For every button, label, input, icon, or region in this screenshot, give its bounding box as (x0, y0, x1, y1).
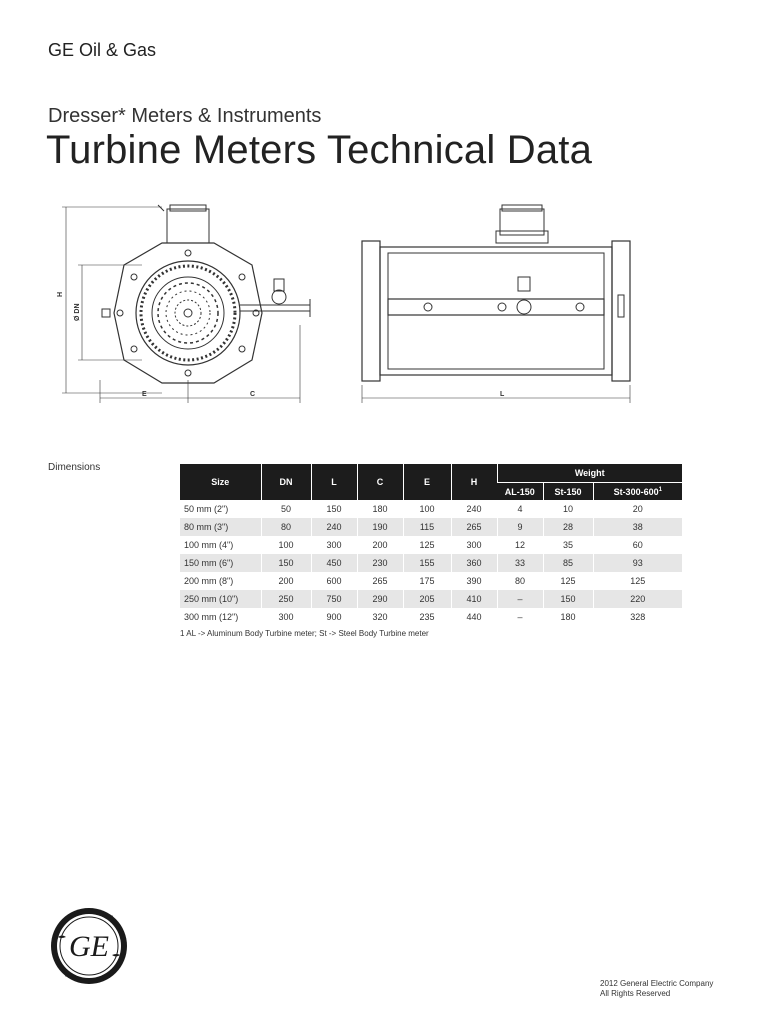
table-cell: 200 (261, 572, 311, 590)
header-h: H (451, 464, 497, 500)
label-c: C (250, 391, 256, 398)
table-cell: 28 (543, 518, 593, 536)
table-cell: 175 (403, 572, 451, 590)
ge-logo-text: GE (69, 930, 109, 963)
header-e: E (403, 464, 451, 500)
table-row (180, 518, 682, 536)
table-cell: 60 (593, 536, 682, 554)
table-cell: 20 (593, 500, 682, 518)
header-st150: St-150 (543, 483, 593, 501)
table-cell: 240 (451, 500, 497, 518)
table-cell: 750 (311, 590, 357, 608)
dimensions-label: Dimensions (48, 462, 101, 473)
company-name: GE Oil & Gas (48, 40, 157, 60)
table-cell: 10 (543, 500, 593, 518)
table-cell: 80 (261, 518, 311, 536)
side-view (362, 205, 630, 403)
header-weight: Weight (497, 464, 682, 483)
label-l: L (500, 391, 505, 398)
table-cell: – (497, 608, 543, 626)
header-dn: DN (261, 464, 311, 500)
table-row (180, 572, 682, 590)
table-cell: 100 (261, 536, 311, 554)
table-cell: 12 (497, 536, 543, 554)
table-cell: 320 (357, 608, 403, 626)
table-cell: 85 (543, 554, 593, 572)
table-cell: 155 (403, 554, 451, 572)
table-cell: 600 (311, 572, 357, 590)
table-cell: 390 (451, 572, 497, 590)
table-cell: 250 (261, 590, 311, 608)
table-cell: 4 (497, 500, 543, 518)
table-row (180, 554, 682, 572)
header-c: C (357, 464, 403, 500)
table-cell: 450 (311, 554, 357, 572)
table-cell: 190 (357, 518, 403, 536)
copyright-line-1: 2012 General Electric Company (600, 979, 714, 988)
table-cell: 50 mm (2") (184, 504, 229, 514)
table-cell: 300 mm (12") (184, 612, 239, 622)
label-dn: Ø DN (74, 303, 81, 321)
table-cell: 300 (311, 536, 357, 554)
table-cell: 205 (403, 590, 451, 608)
table-cell: 100 mm (4") (184, 540, 234, 550)
table-cell: 300 (261, 608, 311, 626)
table-cell: 440 (451, 608, 497, 626)
table-cell: 230 (357, 554, 403, 572)
table-cell: 265 (357, 572, 403, 590)
table-cell: 38 (593, 518, 682, 536)
header-al150: AL-150 (497, 483, 543, 501)
table-cell: 125 (403, 536, 451, 554)
table-cell: 220 (593, 590, 682, 608)
table-cell: 80 (497, 572, 543, 590)
document-subtitle: Dresser* Meters & Instruments (48, 105, 322, 127)
table-cell: 9 (497, 518, 543, 536)
table-cell: 240 (311, 518, 357, 536)
table-cell: 115 (403, 518, 451, 536)
table-row (180, 608, 682, 626)
table-cell: 180 (357, 500, 403, 518)
table-cell: 125 (543, 572, 593, 590)
table-row (180, 590, 682, 608)
table-footnote: 1 AL -> Aluminum Body Turbine meter; St -> Steel Body Turbine meter (180, 629, 429, 638)
label-e: E (142, 391, 147, 398)
table-cell: 93 (593, 554, 682, 572)
table-cell: 150 (261, 554, 311, 572)
table-cell: 35 (543, 536, 593, 554)
table-cell: 33 (497, 554, 543, 572)
table-cell: 265 (451, 518, 497, 536)
table-cell: 900 (311, 608, 357, 626)
table-row (180, 500, 682, 518)
table-cell: 50 (261, 500, 311, 518)
table-cell: 150 mm (6") (180, 554, 261, 572)
header-l: L (311, 464, 357, 500)
header-st300-600: $St-300-600^1$ (593, 483, 682, 501)
table-cell: 125 (593, 572, 682, 590)
table-cell: 300 (451, 536, 497, 554)
front-view (62, 205, 310, 403)
table-cell: 235 (403, 608, 451, 626)
turbine-meter-drawing (52, 195, 642, 410)
table-row (180, 536, 682, 554)
header-size: Size (180, 464, 261, 500)
table-cell: – (497, 590, 543, 608)
copyright (600, 979, 713, 999)
table-cell: 180 (543, 608, 593, 626)
label-h: H (57, 291, 64, 297)
table-cell: 360 (451, 554, 497, 572)
table-cell: 328 (593, 608, 682, 626)
table-cell: 150 (311, 500, 357, 518)
document-title: Turbine Meters Technical Data (46, 128, 593, 172)
table-cell: 100 (403, 500, 451, 518)
table-cell: 150 (543, 590, 593, 608)
table-cell: 290 (357, 590, 403, 608)
table-cell: 200 (357, 536, 403, 554)
table-cell: 200 mm (8") (184, 576, 234, 586)
ge-logo (50, 907, 128, 985)
table-cell: 410 (451, 590, 497, 608)
table-cell: 250 mm (10") (180, 590, 261, 608)
table-cell: 80 mm (3") (180, 518, 261, 536)
dimensions-table (180, 464, 682, 626)
copyright-line-2: All Rights Reserved (600, 989, 671, 998)
